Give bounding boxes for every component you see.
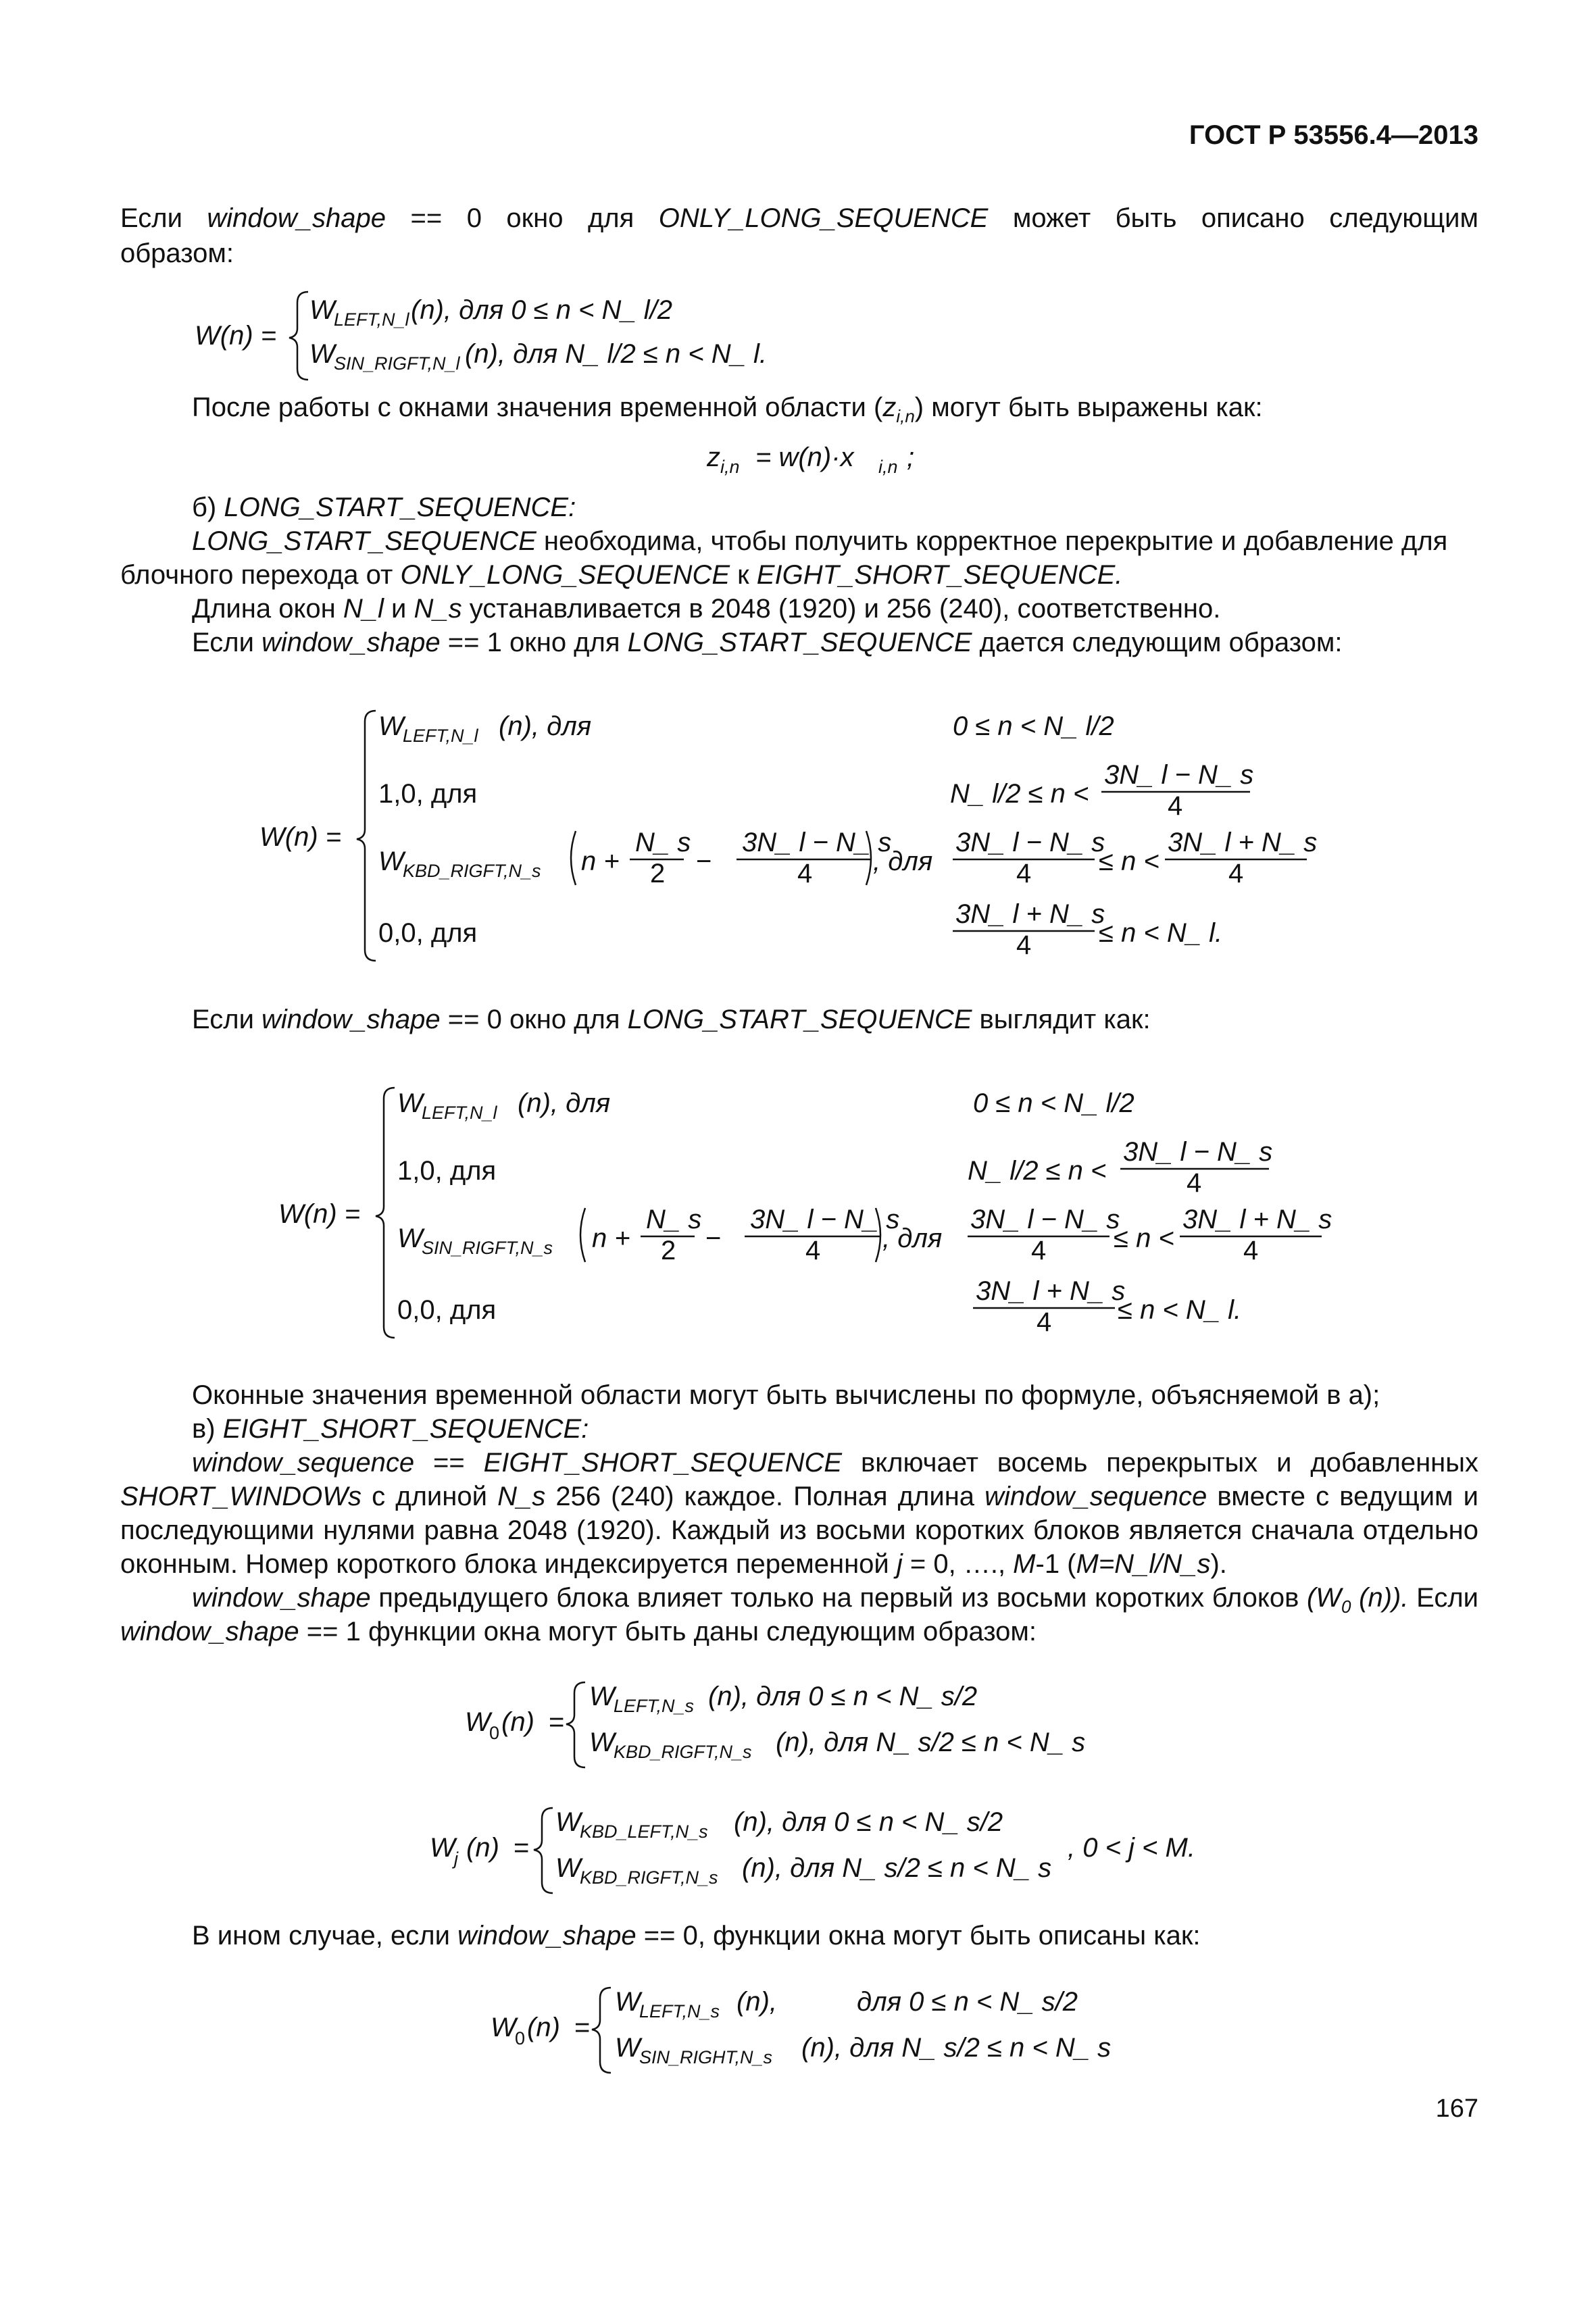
svg-text:3N_ l + N_ s: 3N_ l + N_ s (976, 1276, 1126, 1306)
svg-text:W: W (309, 295, 335, 325)
svg-text:(n), для 0 ≤ n < N_ l/2: (n), для 0 ≤ n < N_ l/2 (411, 295, 673, 325)
section-b-line-5: Если window_shape == 0 окно для LONG_START_SEQUENCE выглядит как: (192, 1005, 1151, 1034)
svg-text:3N_ l − N_ s: 3N_ l − N_ s (742, 828, 892, 857)
svg-text:(n), для: (n), для (499, 711, 592, 741)
svg-text:i,n: i,n (878, 457, 898, 477)
svg-text:(n): (n) (501, 1707, 534, 1737)
page-number: 167 (1435, 2094, 1478, 2123)
svg-text:W: W (491, 2013, 516, 2042)
section-c-line-2: SHORT_WINDOWs с длиной N_s 256 (240) каждое. Полная длина window_sequence вместе с ведущим и (120, 1482, 1478, 1511)
svg-text:W: W (378, 847, 404, 876)
svg-text:(n), для N_ s/2 ≤ n < N_ s: (n), для N_ s/2 ≤ n < N_ s (742, 1853, 1052, 1883)
svg-text:W: W (555, 1807, 581, 1837)
svg-text:N_ l/2 ≤ n <: N_ l/2 ≤ n < (968, 1156, 1107, 1186)
svg-text:4: 4 (1243, 1236, 1259, 1265)
svg-text:(n), для 0 ≤ n < N_ s/2: (n), для 0 ≤ n < N_ s/2 (708, 1682, 978, 1711)
svg-text:W: W (555, 1853, 581, 1883)
svg-text:z: z (707, 443, 720, 472)
svg-text:W: W (615, 2033, 641, 2063)
svg-text:4: 4 (1187, 1168, 1202, 1198)
svg-text:4: 4 (1168, 791, 1183, 821)
svg-text:(n), для N_ l/2 ≤ n < N_ l.: (n), для N_ l/2 ≤ n < N_ l. (465, 339, 768, 369)
svg-text:, для: , для (873, 847, 933, 876)
svg-text:0 ≤ n < N_ l/2: 0 ≤ n < N_ l/2 (973, 1088, 1134, 1118)
svg-text:1,0, для: 1,0, для (378, 779, 478, 809)
svg-text:W(n) =: W(n) = (259, 822, 342, 852)
svg-text:3N_ l − N_ s: 3N_ l − N_ s (1104, 760, 1254, 790)
svg-text:4: 4 (805, 1236, 821, 1265)
svg-text:=: = (574, 2013, 591, 2042)
svg-text:4: 4 (1016, 930, 1032, 960)
svg-text:4: 4 (1228, 859, 1244, 888)
svg-text:LEFT,N_s: LEFT,N_s (614, 1696, 695, 1716)
svg-text:LEFT,N_l: LEFT,N_l (422, 1103, 497, 1123)
svg-text:SIN_RIGHT,N_s: SIN_RIGHT,N_s (639, 2047, 773, 2067)
svg-text:0 ≤ n < N_ l/2: 0 ≤ n < N_ l/2 (953, 711, 1114, 741)
paragraph-a-2: образом: (120, 238, 234, 268)
svg-text:(n), для 0 ≤ n < N_ s/2: (n), для 0 ≤ n < N_ s/2 (734, 1807, 1003, 1837)
section-c-intro: Оконные значения временной области могут быть вычислены по формуле, объясняемой в а); (192, 1380, 1380, 1410)
svg-text:0: 0 (489, 1723, 500, 1743)
svg-text:W: W (397, 1088, 423, 1118)
svg-text:≤ n <: ≤ n < (1099, 847, 1159, 876)
svg-text:W: W (465, 1707, 491, 1737)
svg-text:≤ n <: ≤ n < (1114, 1224, 1174, 1253)
svg-text:3N_ l − N_ s: 3N_ l − N_ s (750, 1205, 900, 1234)
svg-text:LEFT,N_l: LEFT,N_l (334, 309, 409, 330)
svg-text:N_ s: N_ s (635, 828, 691, 857)
svg-text:(n),: (n), (737, 1987, 777, 2017)
section-b-line-2: блочного перехода от ONLY_LONG_SEQUENCE к EIGHT_SHORT_SEQUENCE. (120, 560, 1123, 590)
svg-text:4: 4 (1037, 1307, 1052, 1337)
svg-text:W: W (378, 711, 404, 741)
svg-text:3N_ l − N_ s: 3N_ l − N_ s (955, 828, 1105, 857)
paragraph-a-1: Если window_shape == 0 окно для ONLY_LONG_SEQUENCE может быть описано следующим (120, 203, 1478, 233)
svg-text:W(n) =: W(n) = (278, 1199, 361, 1229)
section-b-line-1: LONG_START_SEQUENCE необходима, чтобы получить корректное перекрытие и добавление для (192, 526, 1448, 556)
svg-text:KBD_RIGFT,N_s: KBD_RIGFT,N_s (580, 1867, 718, 1888)
svg-text:(n): (n) (466, 1833, 499, 1863)
svg-text:(n), для: (n), для (518, 1088, 611, 1118)
svg-text:0: 0 (515, 2028, 526, 2048)
svg-text:4: 4 (1016, 859, 1032, 888)
svg-text:W: W (309, 339, 335, 369)
svg-text:KBD_RIGFT,N_s: KBD_RIGFT,N_s (614, 1742, 752, 1762)
svg-text:≤ n < N_ l.: ≤ n < N_ l. (1099, 918, 1223, 948)
section-c-line-6: window_shape == 1 функции окна могут быть даны следующим образом: (120, 1617, 1037, 1646)
section-c-line-3: последующими нулями равна 2048 (1920). Каждый из восьми коротких блоков является сначала отдельно (120, 1515, 1478, 1545)
svg-text:(n): (n) (527, 2013, 560, 2042)
svg-text:KBD_LEFT,N_s: KBD_LEFT,N_s (580, 1821, 708, 1842)
document-header: ГОСТ Р 53556.4—2013 (1189, 120, 1478, 150)
svg-text:LEFT,N_s: LEFT,N_s (639, 2001, 720, 2021)
svg-text:W: W (589, 1682, 615, 1711)
svg-text:2: 2 (661, 1236, 676, 1265)
section-c-line-7: В ином случае, если window_shape == 0, функции окна могут быть описаны как: (192, 1921, 1201, 1951)
svg-text:3N_ l + N_ s: 3N_ l + N_ s (1182, 1205, 1332, 1234)
svg-text:−: − (705, 1224, 722, 1253)
section-b-heading: б) LONG_START_SEQUENCE: (192, 493, 576, 522)
section-c-line-5: window_shape предыдущего блока влияет только на первый из восьми коротких блоков ($W_0$ (n)). Если (192, 1583, 1479, 1617)
svg-text:, для: , для (882, 1224, 943, 1253)
svg-text:4: 4 (1031, 1236, 1047, 1265)
svg-text:3N_ l − N_ s: 3N_ l − N_ s (1123, 1137, 1273, 1167)
svg-text:1,0, для: 1,0, для (397, 1156, 497, 1186)
svg-text:3N_ l + N_ s: 3N_ l + N_ s (955, 899, 1105, 929)
svg-text:n +: n + (581, 847, 620, 876)
svg-text:j: j (454, 1848, 458, 1869)
svg-text:0,0, для: 0,0, для (378, 918, 478, 948)
svg-text:(n), для N_ s/2 ≤ n < N_ s: (n), для N_ s/2 ≤ n < N_ s (801, 2033, 1112, 2063)
svg-text:для 0 ≤ n < N_ s/2: для 0 ≤ n < N_ s/2 (857, 1987, 1078, 2017)
svg-text:N_ s: N_ s (646, 1205, 702, 1234)
svg-text:N_ l/2 ≤ n <: N_ l/2 ≤ n < (950, 779, 1089, 809)
svg-text:W(n) =: W(n) = (195, 321, 277, 351)
svg-text:−: − (696, 847, 712, 876)
svg-text:W: W (589, 1728, 615, 1757)
svg-text:W: W (615, 1987, 641, 2017)
svg-text:3N_ l + N_ s: 3N_ l + N_ s (1168, 828, 1318, 857)
svg-text:i,n: i,n (720, 457, 740, 477)
svg-text:, 0 < j < M.: , 0 < j < M. (1068, 1833, 1195, 1863)
svg-text:(n), для N_ s/2 ≤ n < N_ s: (n), для N_ s/2 ≤ n < N_ s (776, 1728, 1086, 1757)
svg-text:0,0, для: 0,0, для (397, 1295, 497, 1325)
svg-text:≤ n < N_ l.: ≤ n < N_ l. (1118, 1295, 1242, 1325)
svg-text:n +: n + (592, 1224, 630, 1253)
svg-text:2: 2 (650, 859, 666, 888)
section-c-line-4: оконным. Номер короткого блока индексируется переменной j = 0, …., M-1 (M=N_l/N_s). (120, 1549, 1227, 1579)
svg-text:3N_ l − N_ s: 3N_ l − N_ s (970, 1205, 1120, 1234)
svg-text:4: 4 (797, 859, 813, 888)
section-b-line-3: Длина окон N_l и N_s устанавливается в 2048 (1920) и 256 (240), соответственно. (192, 594, 1221, 624)
svg-text:=: = (549, 1707, 565, 1737)
paragraph-after-window: После работы с окнами значения временной области $(z_{i,n})$ могут быть выражены как: (192, 393, 1263, 426)
svg-text:W: W (397, 1224, 423, 1253)
svg-text:KBD_RIGFT,N_s: KBD_RIGFT,N_s (403, 861, 541, 881)
section-c-line-1: window_sequence == EIGHT_SHORT_SEQUENCE включает восемь перекрытых и добавленных (192, 1448, 1478, 1478)
svg-text:;: ; (907, 443, 915, 472)
svg-text:SIN_RIGFT,N_s: SIN_RIGFT,N_s (422, 1238, 553, 1258)
svg-text:=: = (514, 1833, 530, 1863)
svg-text:W: W (430, 1833, 455, 1863)
svg-text:SIN_RIGFT,N_l: SIN_RIGFT,N_l (334, 353, 460, 374)
svg-text:LEFT,N_l: LEFT,N_l (403, 726, 478, 746)
svg-text:= w(n)·x: = w(n)·x (755, 443, 854, 472)
section-c-heading: в) EIGHT_SHORT_SEQUENCE: (192, 1414, 589, 1444)
section-b-line-4: Если window_shape == 1 окно для LONG_START_SEQUENCE дается следующим образом: (192, 628, 1343, 657)
